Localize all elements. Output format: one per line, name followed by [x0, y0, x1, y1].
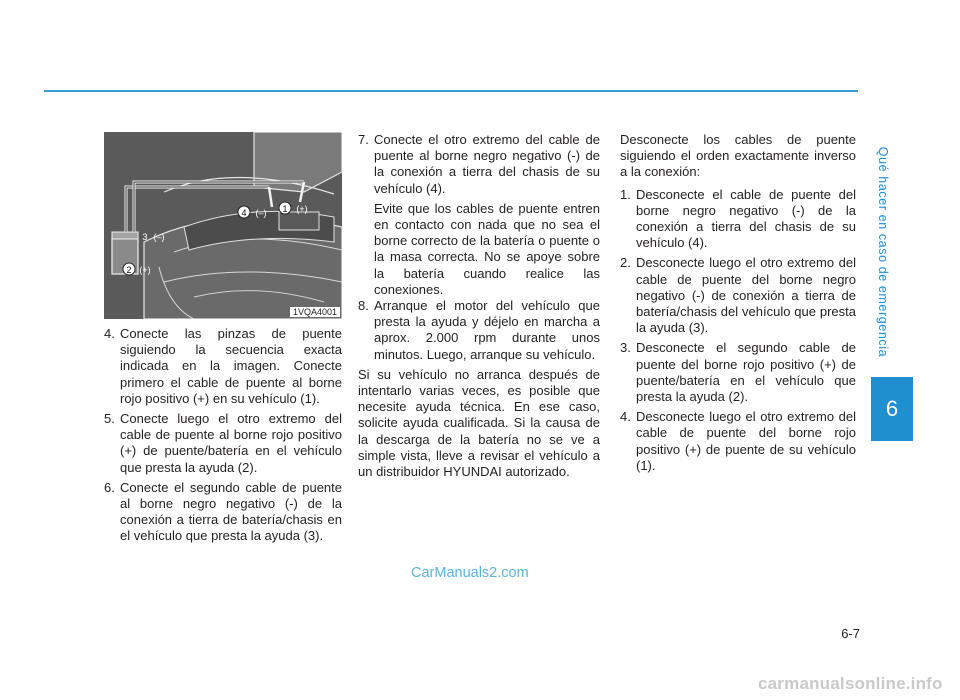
figure-code: 1VQA4001	[290, 307, 340, 317]
step-5	[104, 411, 342, 476]
step-number: 5.	[104, 411, 115, 427]
chapter-number: 6	[885, 396, 899, 421]
svg-text:1: 1	[282, 204, 288, 214]
step-text: Desconecte el cable de puente del borne negro negativo (-) de la conexión a tierra del chasis de su vehículo (4).	[636, 186, 856, 251]
disconnect-step-1	[620, 187, 856, 252]
step-text: Conecte el segundo cable de puente al borne negro negativo (-) de la conexión a tierra de batería/chasis en el vehículo que presta la ayuda (3).	[120, 479, 342, 544]
step-text: Conecte las pinzas de puente siguiendo la secuencia exacta indicada en la imagen. Conecte primero el cable de puente al borne rojo positivo (+) en su vehículo (1).	[120, 326, 342, 406]
step-7	[358, 132, 600, 197]
step-number: 4.	[104, 326, 115, 341]
disconnect-step-3	[620, 340, 856, 405]
side-title-text: Qué hacer en caso de emergencia	[876, 146, 890, 358]
step-number: 1.	[620, 186, 631, 202]
svg-text:3: 3	[142, 232, 148, 242]
step-number: 3.	[620, 340, 631, 356]
step-8	[358, 298, 600, 363]
step-number: 6.	[104, 479, 115, 495]
step-text: Desconecte luego el otro extremo del cable de puente del borne rojo positivo (+) de puente de su vehículo (1).	[636, 409, 856, 473]
disconnect-step-4	[620, 409, 856, 474]
header-rule	[44, 90, 858, 92]
step-number: 8.	[358, 298, 369, 314]
step-number: 2.	[620, 255, 631, 271]
site-watermark: carmanualsonline.info	[758, 674, 943, 693]
step-7-note: Evite que los cables de puente entren en contacto con nada que no sea el borne correcto de la batería o puente o la masa correcta. No se apoye sobre la batería cuando realice las conexiones.	[374, 200, 600, 297]
step-number: 4.	[620, 409, 631, 425]
column-middle	[358, 132, 600, 480]
callout-3	[142, 232, 164, 242]
jump-start-illustration	[104, 132, 342, 319]
svg-text:(+): (+)	[296, 204, 308, 214]
step-text: Arranque el motor del vehículo que presta la ayuda y déjelo en marcha a aprox. 2.000 rpm durante unos minutos. Luego, arranque su vehículo.	[374, 298, 600, 362]
svg-text:(+): (+)	[139, 265, 151, 275]
step-4	[104, 326, 342, 407]
watermark-link[interactable]: CarManuals2.com	[411, 565, 529, 581]
side-section-title	[868, 145, 898, 375]
column-left	[104, 326, 342, 549]
help-paragraph: Si su vehículo no arranca después de intentarlo varias veces, es posible que necesite ayuda técnica. En ese caso, solicite ayuda cualificada. Si la causa de la descarga de la batería no se ve a simple vista, lleve a revisar el vehículo a un distribuidor HYUNDAI autorizado.	[358, 366, 600, 480]
disconnect-intro: Desconecte los cables de puente siguiendo el orden exactamente inverso a la conexión:	[620, 132, 856, 180]
chapter-tab[interactable]	[871, 377, 913, 441]
svg-text:(–): (–)	[153, 232, 165, 242]
engine-bay-drawing	[104, 132, 342, 319]
step-text: Conecte luego el otro extremo del cable de puente al borne rojo positivo (+) de puente/batería en el vehículo que presta la ayuda (2).	[120, 411, 342, 475]
svg-text:4: 4	[241, 208, 247, 218]
step-text: Desconecte el segundo cable de puente del borne rojo positivo (+) de puente/batería en el vehículo que presta la ayuda (2).	[636, 340, 856, 405]
step-text: Conecte el otro extremo del cable de puente al borne negro negativo (-) de la conexión a tierra del chasis de su vehículo (4).	[374, 132, 600, 196]
step-text: Desconecte luego el otro extremo del cable de puente del borne negro negativo (-) de conexión a tierra de batería/chasis del vehículo que presta la ayuda (3).	[636, 255, 856, 336]
svg-text:2: 2	[126, 265, 132, 275]
disconnect-step-2	[620, 255, 856, 336]
column-right	[620, 132, 856, 478]
step-number: 7.	[358, 132, 369, 147]
page-number: 6-7	[841, 626, 860, 641]
svg-text:(–): (–)	[255, 208, 267, 218]
step-6	[104, 480, 342, 545]
